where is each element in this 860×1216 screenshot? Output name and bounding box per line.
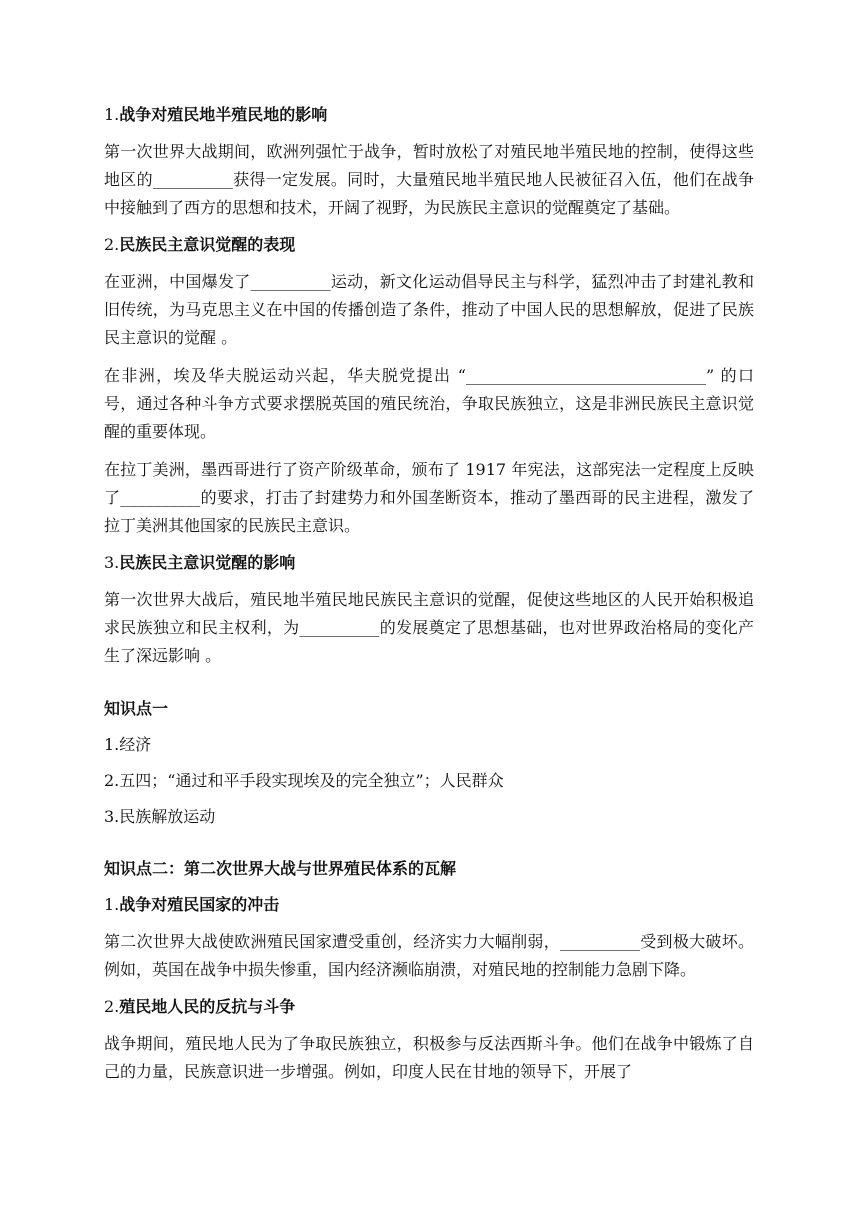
spacer [104,840,754,856]
heading-number: 1. [104,105,120,124]
heading-text: 民族民主意识觉醒的表现 [119,235,296,254]
paragraph: 在亚洲，中国爆发了__________运动，新文化运动倡导民主与科学，猛烈冲击了封建礼教和旧传统，为马克思主义在中国的传播创造了条件，推动了中国人民的思想解放，促进了民族民主意识的觉醒 。 [104,272,754,347]
paragraph: 第一次世界大战后，殖民地半殖民地民族民主意识的觉醒，促使这些地区的人民开始积极追求民族独立和民主权利，为__________的发展奠定了思想基础，也对世界政治格局的变化产生了深远影响 。 [104,590,754,665]
heading-number: 2. [104,997,120,1016]
paragraph: 在非洲，埃及华夫脱运动兴起，华夫脱党提出 “______________________________” 的口号，通过各种斗争方式要求摆脱英国的殖民统治，争取民族独立，这是非洲民族民主意识觉醒的重要体现。 [104,366,754,441]
paragraph: 第二次世界大战使欧洲殖民国家遭受重创，经济实力大幅削弱，__________受到极大破坏。例如，英国在战争中损失惨重，国内经济濒临崩溃，对殖民地的控制能力急剧下降。 [104,932,754,979]
document-page [104,102,754,1096]
heading-text: 战争对殖民国家的冲击 [119,895,280,914]
heading-number: 3. [104,553,120,572]
heading-text: 殖民地人民的反抗与斗争 [119,997,296,1016]
heading-2 [104,232,754,258]
answer-item: 2.五四；“通过和平手段实现埃及的完全独立”；人民群众 [104,771,504,790]
paragraph: 战争期间，殖民地人民为了争取民族独立，积极参与反法西斯斗争。他们在战争中锻炼了自己的力量，民族意识进一步增强。例如，印度人民在甘地的领导下，开展了 [104,1034,754,1081]
heading-number: 1. [104,895,120,914]
heading-2 [104,994,754,1020]
paragraph: 第一次世界大战期间，欧洲列强忙于战争，暂时放松了对殖民地半殖民地的控制，使得这些地区的__________获得一定发展。同时，大量殖民地半殖民地人民被征召入伍，他们在战争中接触到了西方的思想和技术，开阔了视野，为民族民主意识的觉醒奠定了基础。 [104,142,754,217]
answers-title: 知识点一 [104,699,169,718]
spacer [104,680,754,696]
heading-text: 民族民主意识觉醒的影响 [119,553,296,572]
heading-3 [104,550,754,576]
answer-item: 3.民族解放运动 [104,807,216,826]
section-title: 知识点二：第二次世界大战与世界殖民体系的瓦解 [104,859,457,878]
heading-1 [104,892,754,918]
heading-number: 2. [104,235,120,254]
paragraph: 在拉丁美洲，墨西哥进行了资产阶级革命，颁布了 1917 年宪法，这部宪法一定程度上反映了__________的要求，打击了封建势力和外国垄断资本，推动了墨西哥的民主进程，激发了拉丁美洲其他国家的民族民主意识。 [104,460,754,535]
heading-1 [104,102,754,128]
heading-text: 战争对殖民地半殖民地的影响 [119,105,328,124]
answer-item: 1.经济 [104,735,152,754]
